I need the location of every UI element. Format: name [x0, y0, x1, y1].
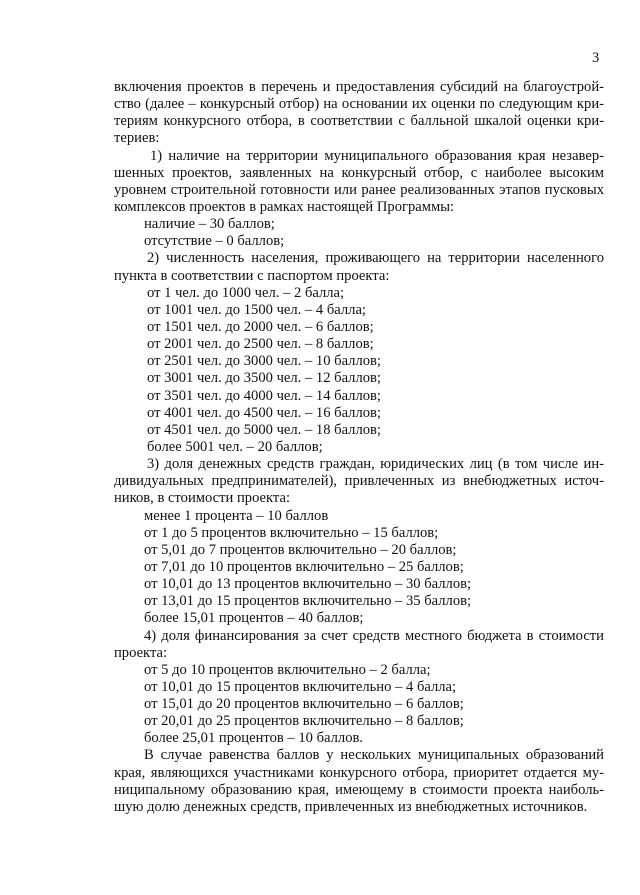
text-line: более 15,01 процентов – 40 баллов; [144, 610, 364, 627]
text-line: проекта: [114, 644, 168, 661]
text-line: от 1 чел. до 1000 чел. – 2 балла; [147, 284, 345, 301]
text-line: от 10,01 до 13 процентов включительно – 30 баллов; [144, 576, 472, 593]
text-line: от 4501 чел. до 5000 чел. – 18 баллов; [147, 421, 381, 438]
text-line: от 3501 чел. до 4000 чел. – 14 баллов; [147, 387, 381, 404]
text-line: комплексов проектов в рамках настоящей Программы: [114, 198, 455, 215]
text-line: териям конкурсного отбора, в соответствии с балльной шкалой оценки кри- [114, 113, 604, 130]
text-line: более 25,01 процентов – 10 баллов. [144, 730, 364, 747]
text-line: края, являющихся участниками конкурсного отбора, приоритет отдается му- [114, 764, 604, 781]
text-line: териев: [114, 130, 160, 147]
text-line: 4) доля финансирования за счет средств местного бюджета в стоимости [144, 627, 604, 644]
text-line: ство (далее – конкурсный отбор) на основании их оценки по следующим кри- [114, 96, 604, 113]
text-line: В случае равенства баллов у нескольких муниципальных образований [144, 747, 604, 764]
text-line: шенных проектов, заявленных на конкурсный отбор, с наиболее высоким [114, 164, 604, 181]
text-line: ниципальному образованию края, имеющему в стоимости проекта наиболь- [114, 781, 604, 798]
text-line: от 15,01 до 20 процентов включительно – 6 баллов; [144, 696, 464, 713]
text-line: шую долю денежных средств, привлеченных из внебюджетных источников. [114, 798, 588, 815]
text-line: от 1501 чел. до 2000 чел. – 6 баллов; [147, 318, 374, 335]
text-line: от 5,01 до 7 процентов включительно – 20 баллов; [144, 541, 457, 558]
text-line: 1) наличие на территории муниципального образования края незавер- [150, 147, 604, 164]
text-line: от 1001 чел. до 1500 чел. – 4 балла; [147, 301, 366, 318]
text-line: от 2001 чел. до 2500 чел. – 8 баллов; [147, 336, 374, 353]
text-line: от 5 до 10 процентов включительно – 2 балла; [144, 661, 431, 678]
text-line: от 2501 чел. до 3000 чел. – 10 баллов; [147, 353, 381, 370]
text-line: от 1 до 5 процентов включительно – 15 баллов; [144, 524, 439, 541]
document-body [114, 79, 604, 816]
text-line: менее 1 процента – 10 баллов [144, 507, 329, 524]
text-line: от 7,01 до 10 процентов включительно – 25 баллов; [144, 558, 464, 575]
text-line: ников, в стоимости проекта: [114, 490, 291, 507]
text-line: дивидуальных предпринимателей), привлеченных из внебюджетных источ- [114, 473, 604, 490]
text-line: пункта в соответствии с паспортом проекта: [114, 267, 390, 284]
text-line: от 3001 чел. до 3500 чел. – 12 баллов; [147, 370, 381, 387]
text-line: включения проектов в перечень и предоставления субсидий на благоустрой- [114, 79, 604, 95]
text-line: от 4001 чел. до 4500 чел. – 16 баллов; [147, 404, 381, 421]
text-line: отсутствие – 0 баллов; [144, 233, 285, 250]
text-line: от 10,01 до 15 процентов включительно – 4 балла; [144, 678, 457, 695]
text-line: от 20,01 до 25 процентов включительно – 8 баллов; [144, 713, 464, 730]
text-line: 3) доля денежных средств граждан, юридических лиц (в том числе ин- [147, 456, 604, 473]
text-line: более 5001 чел. – 20 баллов; [147, 438, 323, 455]
text-line: от 13,01 до 15 процентов включительно – 35 баллов; [144, 593, 472, 610]
text-line: 2) численность населения, проживающего на территории населенного [147, 250, 604, 267]
text-line: уровнем строительной готовности или ранее реализованных этапов пусковых [114, 181, 604, 198]
page-number: 3 [592, 50, 600, 66]
text-line: наличие – 30 баллов; [144, 216, 275, 233]
